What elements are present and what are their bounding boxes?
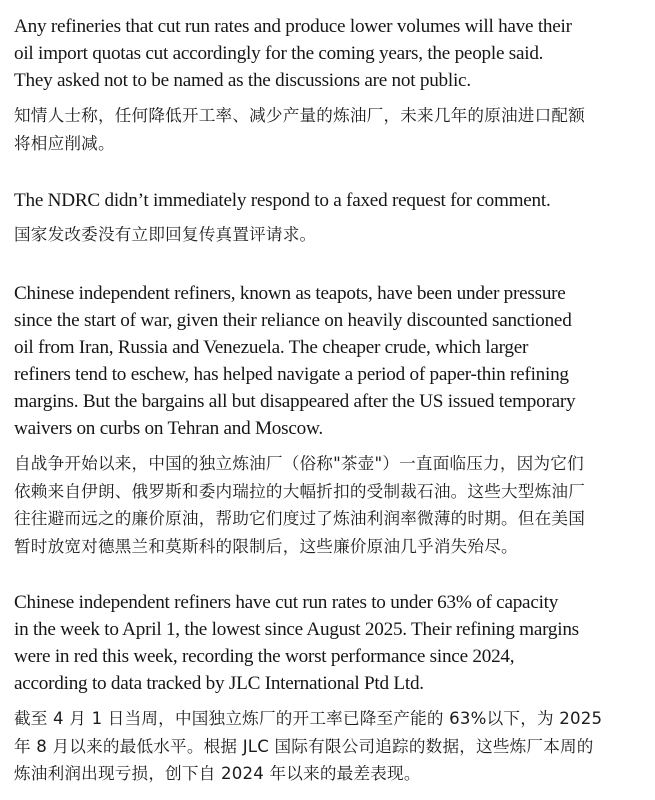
text-line: Chinese independent refiners have cut run rates to under 63% of capacity [14, 592, 559, 613]
text-line: 知情人士称，任何降低开工率、减少产量的炼油厂，未来几年的原油进口配额 [14, 106, 585, 125]
paragraph-english [14, 280, 650, 442]
text-line: They asked not to be named as the discussions are not public. [14, 70, 471, 91]
text-line: oil from Iran, Russia and Venezuela. The cheaper crude, which larger [14, 337, 529, 358]
text-line: 截至 4 月 1 日当周，中国独立炼厂的开工率已降至产能的 63%以下，为 2025 [14, 709, 603, 728]
paragraph-chinese [14, 705, 650, 788]
text-line: according to data tracked by JLC International Ptd Ltd. [14, 673, 424, 694]
paragraph-3 [14, 280, 650, 560]
text-line: Any refineries that cut run rates and produce lower volumes will have their [14, 16, 572, 37]
paragraph-english [14, 589, 650, 697]
text-line: since the start of war, given their reliance on heavily discounted sanctioned [14, 310, 572, 331]
paragraph-chinese [14, 102, 650, 157]
text-line: refiners tend to eschew, has helped navigate a period of paper-thin refining [14, 364, 569, 385]
text-line: 自战争开始以来，中国的独立炼油厂（俗称"茶壶"）一直面临压力，因为它们 [14, 454, 584, 473]
text-line: waivers on curbs on Tehran and Moscow. [14, 418, 323, 439]
text-line: 依赖来自伊朗、俄罗斯和委内瑞拉的大幅折扣的受制裁石油。这些大型炼油厂 [14, 481, 585, 501]
paragraph-english [14, 13, 650, 94]
text-line: were in red this week, recording the worst performance since 2024, [14, 646, 515, 667]
text-line: oil import quotas cut accordingly for the coming years, the people said. [14, 43, 544, 64]
text-line: The NDRC didn’t immediately respond to a faxed request for comment. [14, 190, 551, 211]
paragraph-chinese [14, 450, 650, 560]
paragraph-1 [14, 13, 650, 157]
text-line: 往往避而远之的廉价原油，帮助它们度过了炼油利润率微薄的时期。但在美国 [14, 509, 585, 528]
text-line: Chinese independent refiners, known as teapots, have been under pressure [14, 283, 566, 304]
text-line: 将相应削减。 [14, 133, 115, 153]
text-line: margins. But the bargains all but disappeared after the US issued temporary [14, 391, 576, 412]
text-line: in the week to April 1, the lowest since August 2025. Their refining margins [14, 619, 579, 640]
text-line: 暂时放宽对德黑兰和莫斯科的限制后，这些廉价原油几乎消失殆尽。 [14, 536, 518, 556]
text-line: 国家发改委没有立即回复传真置评请求。 [14, 225, 317, 244]
paragraph-english [14, 187, 650, 214]
text-line: 年 8 月以来的最低水平。根据 JLC 国际有限公司追踪的数据，这些炼厂本周的 [14, 736, 594, 756]
text-line: 炼油利润出现亏损，创下自 2024 年以来的最差表现。 [14, 764, 421, 783]
paragraph-2 [14, 187, 650, 249]
paragraph-chinese [14, 221, 650, 249]
paragraph-4 [14, 589, 650, 788]
